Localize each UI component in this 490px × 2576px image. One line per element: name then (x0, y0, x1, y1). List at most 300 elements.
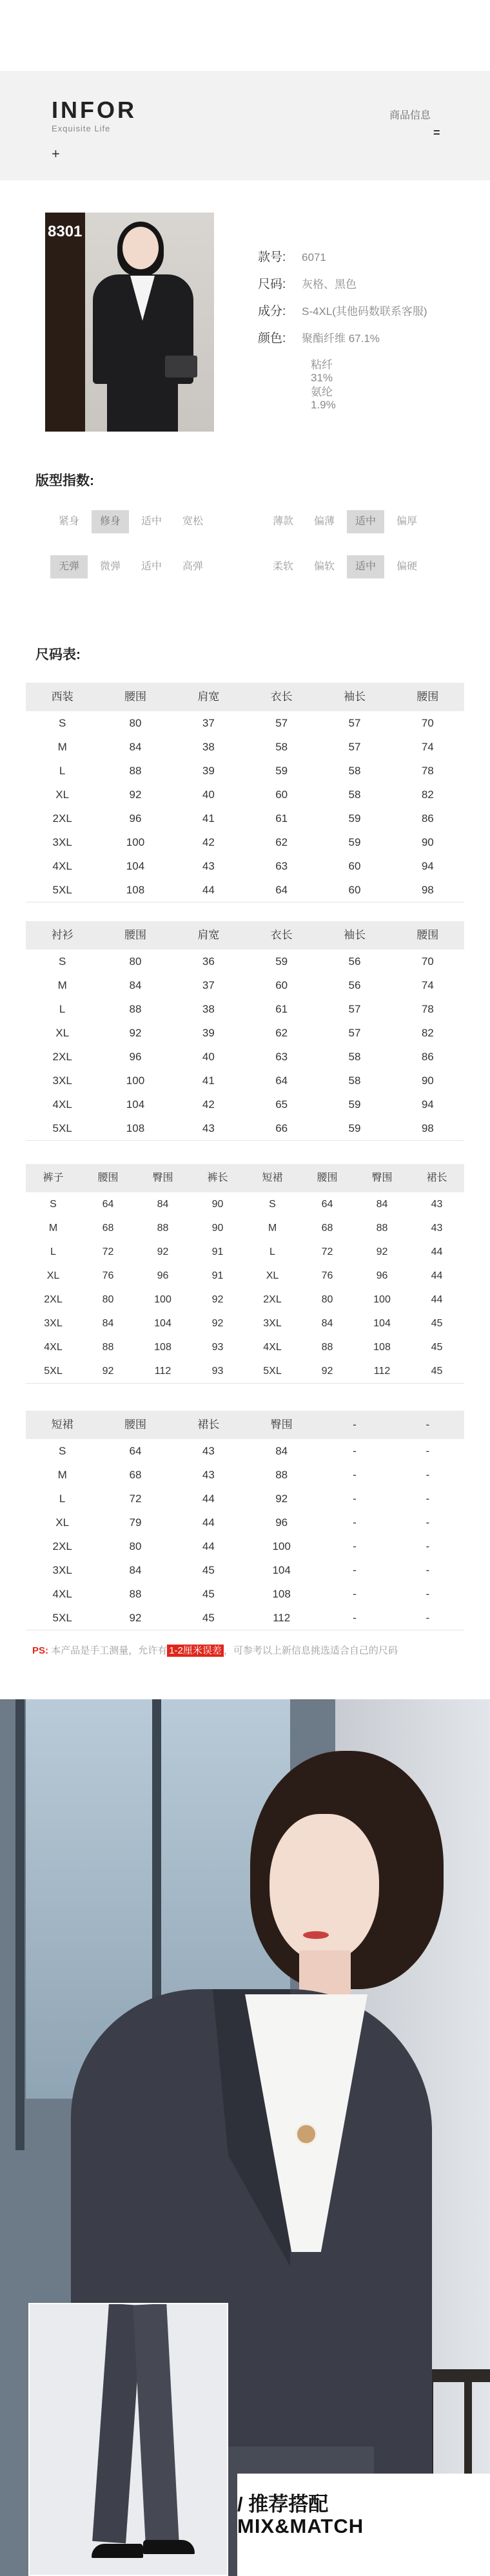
size-table-cell: S (269, 1199, 276, 1210)
size-table-row (26, 1288, 464, 1312)
size-table-header-cell: 腰围 (416, 691, 439, 703)
header-subtitle: Exquisite Life (52, 124, 111, 133)
size-table-cell: 90 (421, 836, 434, 848)
size-table-header-cell: 裤子 (43, 1172, 64, 1183)
size-table-cell: 86 (421, 812, 434, 825)
info-value: 聚酯纤维 67.1% (302, 332, 380, 345)
size-table-cell: 96 (129, 1051, 142, 1063)
size-table-cell: 94 (421, 860, 434, 872)
size-table-row (26, 1116, 464, 1140)
pants-leg (133, 2304, 179, 2543)
note-highlight: 1-2厘米误差 (167, 1645, 224, 1657)
size-table-cell: 42 (202, 1098, 215, 1111)
fit-option-selected: 适中 (347, 510, 384, 533)
size-table-cell: 96 (376, 1270, 388, 1281)
size-table-header-cell: 衣长 (270, 929, 293, 941)
size-table-row (26, 806, 464, 830)
size-table-row (26, 973, 464, 997)
size-table-header-cell: 肩宽 (197, 929, 220, 941)
table-divider (26, 1140, 464, 1141)
size-table-cell: 5XL (44, 1366, 63, 1377)
size-table-cell: - (353, 1588, 357, 1600)
mix-match-en: MIX&MATCH (237, 2515, 364, 2537)
size-table-header-cell: 肩宽 (197, 691, 220, 703)
size-table-header-cell: 臀围 (270, 1418, 293, 1431)
size-table-header (26, 1411, 464, 1439)
size-table-cell: 64 (321, 1199, 333, 1210)
info-label: 尺码: (258, 278, 286, 291)
size-table-cell: 58 (348, 788, 361, 801)
size-table-cell: 92 (129, 1612, 142, 1624)
size-table-cell: - (426, 1540, 430, 1552)
size-table-cell: 57 (275, 717, 288, 729)
photo-door-sign: 8301 (48, 223, 83, 240)
size-table-row (26, 1240, 464, 1264)
size-table-cell: - (353, 1540, 357, 1552)
size-table-cell: 108 (373, 1342, 391, 1353)
size-table-row (26, 1558, 464, 1582)
size-table-cell: 92 (211, 1294, 224, 1305)
size-table-cell: 45 (202, 1564, 215, 1576)
size-table-cell: 64 (102, 1199, 114, 1210)
size-table-cell: 84 (275, 1445, 288, 1457)
size-table-cell: 91 (211, 1246, 224, 1257)
size-table-cell: L (59, 1003, 66, 1015)
size-table-row (26, 1216, 464, 1240)
table-divider (26, 1383, 464, 1384)
size-table-cell: 72 (102, 1246, 114, 1257)
size-table-cell: 58 (348, 765, 361, 777)
size-table-cell: L (59, 765, 66, 777)
size-table-cell: XL (266, 1270, 279, 1281)
size-table-cell: 45 (202, 1588, 215, 1600)
info-value: 灰格、黑色 (302, 278, 357, 291)
size-table-cell: 61 (275, 1003, 288, 1015)
size-table-cell: 58 (348, 1051, 361, 1063)
size-table-cell: 39 (202, 1027, 215, 1039)
size-table-cell: 100 (126, 836, 145, 848)
size-table-cell: 90 (421, 1074, 434, 1087)
size-table-header (26, 921, 464, 949)
size-table-cell: 78 (421, 1003, 434, 1015)
size-table-cell: L (270, 1246, 275, 1257)
size-table-cell: 96 (157, 1270, 169, 1281)
fit-option: 薄款 (272, 516, 293, 527)
size-table-cell: 92 (102, 1366, 114, 1377)
size-table-cell: 84 (129, 741, 142, 753)
size-table-cell: 88 (157, 1223, 169, 1234)
size-table-row (26, 1312, 464, 1335)
header-title: INFOR (52, 97, 137, 123)
size-table-cell: 98 (421, 1122, 434, 1134)
size-table-cell: 100 (126, 1074, 145, 1087)
size-table-cell: 44 (202, 1493, 215, 1505)
size-table-cell: 74 (421, 741, 434, 753)
size-table-cell: 93 (211, 1342, 224, 1353)
fit-option: 紧身 (58, 516, 79, 527)
size-table-cell: L (59, 1493, 66, 1505)
size-table-cell: 80 (321, 1294, 333, 1305)
size-table-cell: 98 (421, 884, 434, 896)
size-table-cell: - (353, 1516, 357, 1529)
size-table-row (26, 1359, 464, 1383)
size-table-cell: 44 (202, 1540, 215, 1552)
size-table-cell: 57 (348, 741, 361, 753)
size-table-header-cell: 臀围 (371, 1172, 393, 1183)
size-table-cell: 80 (102, 1294, 114, 1305)
size-table-cell: 70 (421, 955, 434, 968)
size-table-cell: 84 (129, 979, 142, 991)
size-table-cell: 2XL (52, 1051, 72, 1063)
size-table-cell: 90 (211, 1199, 224, 1210)
size-table-cell: - (426, 1445, 430, 1457)
size-table-cell: XL (55, 1516, 70, 1529)
size-table-cell: 5XL (52, 1612, 72, 1624)
size-table-cell: 82 (421, 1027, 434, 1039)
mix-match-cn: / 推荐搭配 (237, 2493, 329, 2515)
size-table-header-cell: 袖长 (343, 929, 366, 941)
size-table-cell: - (353, 1445, 357, 1457)
info-row-color (258, 329, 380, 346)
size-table-cell: 60 (348, 884, 361, 896)
size-table-cell: 100 (272, 1540, 291, 1552)
size-table-cell: 41 (202, 1074, 215, 1087)
size-table-cell: 108 (272, 1588, 291, 1600)
size-table-cell: 41 (202, 812, 215, 825)
size-table-cell: 76 (102, 1270, 114, 1281)
size-table-cell: 43 (202, 1445, 215, 1457)
size-table-cell: 84 (157, 1199, 169, 1210)
size-table-cell: 74 (421, 979, 434, 991)
size-table-cell: 57 (348, 1027, 361, 1039)
fit-option: 宽松 (182, 516, 203, 527)
size-table-cell: 59 (348, 1098, 361, 1111)
size-table-cell: M (57, 979, 67, 991)
size-table-cell: XL (55, 1027, 70, 1039)
size-table-cell: 3XL (52, 1074, 72, 1087)
size-table-cell: 60 (348, 860, 361, 872)
size-table-header-cell: 短裙 (262, 1172, 283, 1183)
size-table-cell: 37 (202, 717, 215, 729)
size-table-cell: 68 (321, 1223, 333, 1234)
info-value: S-4XL(其他码数联系客服) (302, 305, 427, 318)
size-table-cell: 96 (275, 1516, 288, 1529)
size-table-cell: 76 (321, 1270, 333, 1281)
size-table-header-cell: 短裙 (51, 1418, 74, 1431)
info-label: 颜色: (258, 332, 286, 345)
fit-option-selected: 适中 (347, 555, 384, 578)
size-table-cell: - (353, 1469, 357, 1481)
info-extra-line: 粘纤 31% (311, 359, 333, 384)
size-table-cell: 92 (129, 1027, 142, 1039)
fit-group (264, 555, 426, 578)
size-table-cell: 45 (431, 1342, 443, 1353)
info-row-size (258, 274, 357, 292)
size-table-cell: 112 (154, 1366, 172, 1377)
size-table-cell: 104 (272, 1564, 291, 1576)
size-table-row (26, 1045, 464, 1069)
size-table-cell: 59 (348, 1122, 361, 1134)
size-table-cell: M (57, 1469, 67, 1481)
size-table-cell: 59 (348, 836, 361, 848)
fit-option-selected: 修身 (92, 510, 129, 533)
size-table-cell: 112 (373, 1366, 391, 1377)
size-table-cell: 88 (102, 1342, 114, 1353)
size-table-cell: XL (55, 788, 70, 801)
size-table-row (26, 783, 464, 806)
size-table-row (26, 1439, 464, 1463)
size-table-cell: 86 (421, 1051, 434, 1063)
size-table-header (26, 683, 464, 711)
size-table-cell: 2XL (52, 1540, 72, 1552)
size-table-cell: 112 (273, 1612, 291, 1624)
size-table-cell: 5XL (52, 884, 72, 896)
size-table-cell: 93 (211, 1366, 224, 1377)
size-table-cell: 90 (211, 1223, 224, 1234)
size-table-cell: 43 (202, 1469, 215, 1481)
size-table-cell: 64 (275, 884, 288, 896)
size-table-cell: - (353, 1564, 357, 1576)
size-table-cell: 44 (431, 1270, 443, 1281)
size-table-header (26, 1164, 464, 1192)
note-text-after: ，可参考以上新信息挑选适合自己的尺码 (223, 1645, 398, 1656)
size-table-cell: S (58, 1445, 66, 1457)
size-table-cell: 104 (373, 1318, 391, 1329)
size-table-cell: 88 (129, 1003, 142, 1015)
size-table-cell: 4XL (52, 1588, 72, 1600)
size-table-cell: 88 (129, 765, 142, 777)
size-table-cell: 56 (348, 955, 361, 968)
size-table-cell: 40 (202, 1051, 215, 1063)
size-table-header-cell: 衬衫 (51, 929, 74, 941)
size-table-cell: 4XL (44, 1342, 63, 1353)
size-table-cell: 43 (431, 1199, 443, 1210)
note-tag: PS: (32, 1645, 49, 1656)
size-table-cell: M (57, 741, 67, 753)
fit-option: 偏厚 (396, 516, 417, 527)
size-table-cell: 80 (129, 1540, 142, 1552)
size-table-cell: XL (46, 1270, 60, 1281)
model-face (270, 1814, 379, 1962)
pants-inset-photo (28, 2303, 228, 2576)
size-table-cell: 59 (275, 955, 288, 968)
size-table-cell: 64 (129, 1445, 142, 1457)
size-table-cell: 2XL (44, 1294, 63, 1305)
size-table-cell: 58 (348, 1074, 361, 1087)
size-table-cell: 37 (202, 979, 215, 991)
size-table-cell: 92 (129, 788, 142, 801)
size-table-cell: 104 (126, 860, 145, 872)
size-table-cell: - (353, 1612, 357, 1624)
size-table-cell: 100 (373, 1294, 391, 1305)
size-table-header-cell: 裙长 (426, 1172, 447, 1183)
size-table-cell: 104 (126, 1098, 145, 1111)
fit-option: 偏薄 (313, 516, 335, 527)
size-table-cell: 3XL (52, 1564, 72, 1576)
fit-option: 偏硬 (396, 561, 417, 572)
size-table-cell: 84 (376, 1199, 388, 1210)
window-frame (15, 1699, 24, 2150)
size-table-row (26, 1069, 464, 1092)
size-table-header-cell: - (426, 1418, 430, 1431)
size-table-cell: 43 (431, 1223, 443, 1234)
size-table-header-cell: 腰围 (124, 691, 146, 703)
size-table-cell: 59 (275, 765, 288, 777)
fit-option-selected: 无弹 (50, 555, 88, 578)
size-table-row (26, 949, 464, 973)
photo-model-face (122, 227, 159, 269)
fit-option: 高弹 (182, 561, 203, 572)
size-table-row (26, 1511, 464, 1534)
size-table-cell: 45 (202, 1612, 215, 1624)
size-table-cell: 92 (211, 1318, 224, 1329)
size-table-row (26, 1335, 464, 1359)
size-table-cell: - (426, 1493, 430, 1505)
size-table-cell: 4XL (52, 1098, 72, 1111)
note-text-before: 本产品是手工测量，允许有 (51, 1645, 168, 1656)
size-table-cell: 88 (321, 1342, 333, 1353)
product-photo (45, 213, 214, 432)
photo-model-pants (107, 381, 178, 432)
size-table-cell: 108 (126, 884, 145, 896)
size-table-cell: 4XL (52, 860, 72, 872)
size-table-cell: 78 (421, 765, 434, 777)
size-table-cell: - (426, 1612, 430, 1624)
photo-door (45, 213, 85, 432)
size-table-row (26, 1487, 464, 1511)
size-table-header-cell: 臀围 (152, 1172, 173, 1183)
size-table-cell: 80 (129, 717, 142, 729)
size-table-cell: L (50, 1246, 56, 1257)
size-table-cell: 68 (102, 1223, 114, 1234)
size-table-cell: M (268, 1223, 277, 1234)
size-table-cell: 63 (275, 1051, 288, 1063)
photo-model-bag (165, 356, 197, 377)
size-table-cell: 100 (154, 1294, 172, 1305)
size-table-cell: 84 (102, 1318, 114, 1329)
size-table-cell: 92 (376, 1246, 388, 1257)
size-table-row (26, 878, 464, 902)
size-table-cell: 82 (421, 788, 434, 801)
size-table-cell: 56 (348, 979, 361, 991)
size-table-cell: 2XL (52, 812, 72, 825)
size-table-row (26, 854, 464, 878)
size-table-cell: 80 (129, 955, 142, 968)
size-table-header-cell: 裤长 (207, 1172, 228, 1183)
model-lips (303, 1931, 329, 1939)
size-table-cell: 84 (321, 1318, 333, 1329)
size-table-header-cell: 腰围 (124, 1418, 146, 1431)
size-table-cell: - (426, 1564, 430, 1576)
fit-option: 适中 (141, 561, 162, 572)
size-table-cell: 3XL (44, 1318, 63, 1329)
size-table-cell: 45 (431, 1318, 443, 1329)
info-label: 款号: (258, 251, 286, 264)
size-table-cell: 44 (202, 1516, 215, 1529)
size-table-cell: 4XL (263, 1342, 282, 1353)
shoe (92, 2544, 143, 2558)
size-table-header-cell: 腰围 (317, 1172, 338, 1183)
size-table-cell: - (353, 1493, 357, 1505)
equals-icon: = (433, 126, 440, 139)
size-table-row (26, 1092, 464, 1116)
size-table-cell: 57 (348, 717, 361, 729)
info-header (0, 71, 490, 180)
size-table-cell: 43 (202, 1122, 215, 1134)
plus-icon: + (52, 146, 60, 162)
size-table-cell: 84 (129, 1564, 142, 1576)
size-table-cell: 44 (202, 884, 215, 896)
size-table-cell: 70 (421, 717, 434, 729)
size-table-cell: 92 (275, 1493, 288, 1505)
size-table-header-cell: 衣长 (270, 691, 293, 703)
size-table-cell: 57 (348, 1003, 361, 1015)
size-table-cell: 61 (275, 812, 288, 825)
size-table-cell: 59 (348, 812, 361, 825)
size-table-cell: 5XL (52, 1122, 72, 1134)
info-row-material (258, 301, 427, 319)
size-table-cell: 3XL (263, 1318, 282, 1329)
size-table-header-cell: - (353, 1418, 357, 1431)
fit-option: 柔软 (272, 561, 293, 572)
size-table-row (26, 1534, 464, 1558)
size-table-cell: S (58, 955, 66, 968)
size-table-header-cell: 腰围 (124, 929, 146, 941)
size-table-cell: 45 (431, 1366, 443, 1377)
fit-group (264, 510, 426, 533)
fit-option: 偏软 (313, 561, 335, 572)
size-table-row (26, 759, 464, 783)
size-table-cell: 60 (275, 788, 288, 801)
size-table-cell: 104 (154, 1318, 172, 1329)
size-table-cell: 44 (431, 1246, 443, 1257)
size-table-cell: 2XL (263, 1294, 282, 1305)
size-table-cell: 88 (376, 1223, 388, 1234)
size-table-row (26, 1021, 464, 1045)
size-table-cell: 72 (129, 1493, 142, 1505)
fit-group (50, 555, 211, 578)
size-table-cell: 44 (431, 1294, 443, 1305)
size-table-cell: 92 (157, 1246, 169, 1257)
size-table-row (26, 830, 464, 854)
measurement-note (32, 1643, 398, 1657)
size-table-cell: 38 (202, 1003, 215, 1015)
info-value: 6071 (302, 251, 326, 263)
size-table-row (26, 1192, 464, 1216)
info-label: 成分: (258, 305, 286, 318)
size-table-cell: 60 (275, 979, 288, 991)
size-table-cell: 64 (275, 1074, 288, 1087)
size-table-header-cell: 西装 (51, 691, 74, 703)
size-table-cell: - (426, 1469, 430, 1481)
size-table-cell: 66 (275, 1122, 288, 1134)
size-table-cell: M (48, 1223, 58, 1234)
size-table-header-cell: 腰围 (416, 929, 439, 941)
size-table-cell: 62 (275, 1027, 288, 1039)
fit-group (50, 510, 211, 533)
size-table-header-cell: 袖长 (343, 691, 366, 703)
size-table-cell: 5XL (263, 1366, 282, 1377)
size-table-cell: 40 (202, 788, 215, 801)
size-table-cell: 108 (154, 1342, 172, 1353)
size-chart-title: 尺码表: (35, 647, 81, 662)
fit-option: 适中 (141, 516, 162, 527)
fit-index-title: 版型指数: (35, 473, 94, 488)
size-table-cell: - (426, 1516, 430, 1529)
size-table-row (26, 711, 464, 735)
size-table-cell: - (426, 1588, 430, 1600)
size-table-header-cell: 腰围 (97, 1172, 119, 1183)
